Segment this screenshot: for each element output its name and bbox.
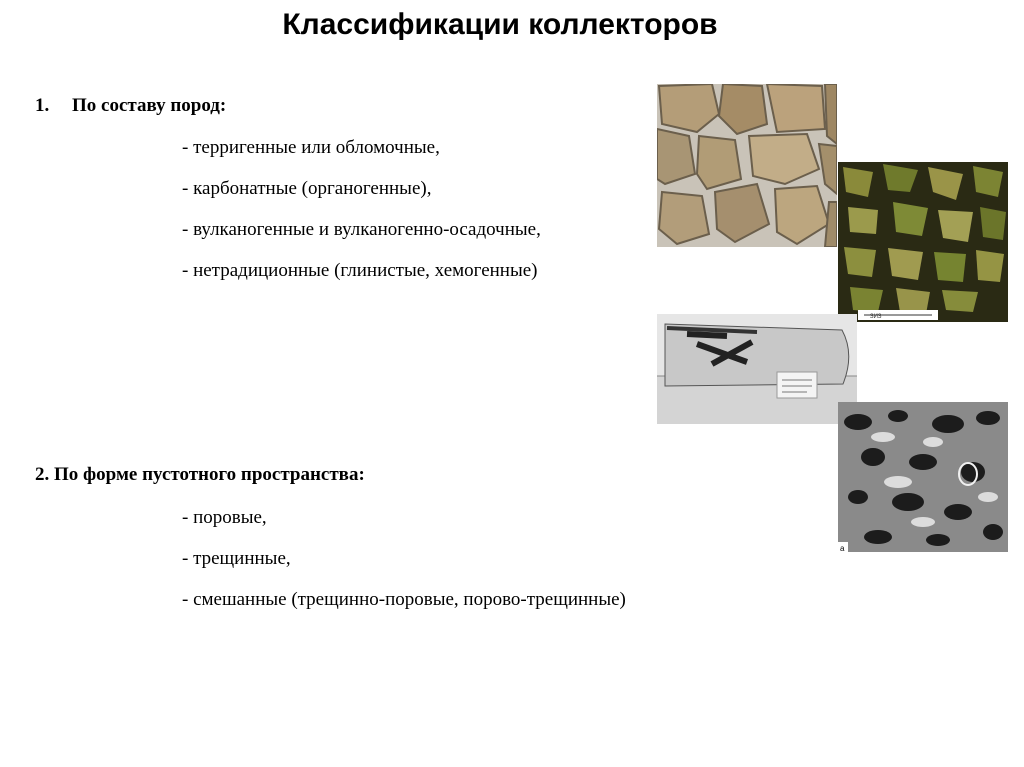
image-corner-label: а	[840, 544, 845, 552]
section1-number: 1.	[35, 95, 50, 116]
pebble-rock-photo	[657, 84, 837, 247]
core-sample-photo	[657, 314, 857, 424]
slide-title: Классификации коллекторов	[282, 8, 718, 41]
section2-item: - трещинные,	[182, 548, 291, 569]
section1-item: - карбонатные (органогенные),	[182, 178, 432, 199]
section2-heading: 2. По форме пустотного пространства:	[35, 464, 365, 485]
section1-heading: По составу пород:	[72, 95, 227, 116]
section1-item: - нетрадиционные (глинистые, хемогенные)	[182, 260, 538, 281]
section2-item: - поровые,	[182, 507, 267, 528]
carbonate-rock-photo	[838, 162, 1008, 322]
section2-item: - смешанные (трещинно-поровые, порово-трещинные)	[182, 589, 626, 610]
scale-label: ЗИЗ	[870, 314, 882, 320]
section1-item: - вулканогенные и вулканогенно-осадочные,	[182, 219, 541, 240]
section1-item: - терригенные или обломочные,	[182, 137, 440, 158]
pore-microscopy-photo	[838, 402, 1008, 552]
